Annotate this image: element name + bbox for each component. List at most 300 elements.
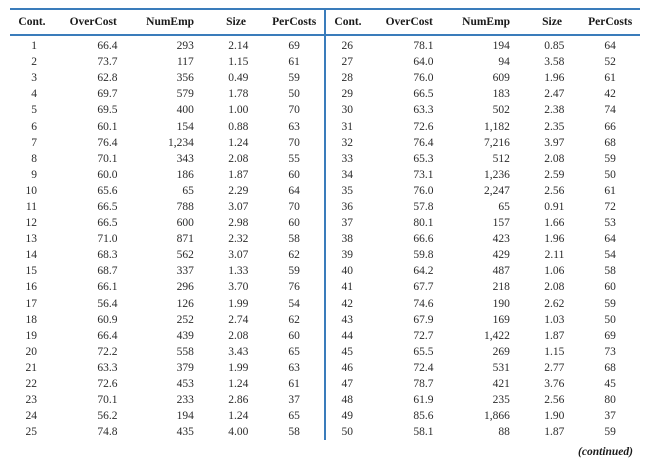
table-cell: 23 <box>25 394 37 407</box>
table-cell: 74 <box>604 104 616 117</box>
table-cell: 36 <box>341 200 353 213</box>
table-cell: 50 <box>341 426 353 439</box>
table-row <box>326 408 640 424</box>
table-cell: 38 <box>341 233 353 246</box>
table-cell: 50 <box>604 168 616 181</box>
table-cell: 69.7 <box>97 88 118 101</box>
table-cell: 1.24 <box>228 136 249 149</box>
table-cell: 20 <box>25 345 37 358</box>
table-cell: 1.66 <box>544 217 565 230</box>
table-cell: 27 <box>341 56 353 69</box>
table-cell: 66.4 <box>97 329 118 342</box>
table-row <box>326 296 640 312</box>
table-cell: 37 <box>604 410 616 423</box>
table-cell: 59.8 <box>413 249 434 262</box>
table-cell: 70.1 <box>97 152 118 165</box>
table-cell: 70.1 <box>97 394 118 407</box>
table-cell: 59 <box>604 426 616 439</box>
table-row <box>10 376 324 392</box>
table-row <box>10 296 324 312</box>
table-cell: 65 <box>288 410 300 423</box>
table-row <box>326 424 640 440</box>
table-cell: 26 <box>341 40 353 53</box>
table-cell: 3.58 <box>544 56 565 69</box>
table-cell: 4.00 <box>228 426 249 439</box>
table-cell: 64.0 <box>413 56 434 69</box>
table-cell: 66.6 <box>413 233 434 246</box>
table-cell: 60 <box>288 329 300 342</box>
table-cell: 42 <box>604 88 616 101</box>
table-cell: 2.08 <box>228 152 249 165</box>
table-cell: 186 <box>176 168 194 181</box>
table-cell: 34 <box>341 168 353 181</box>
table-cell: 72.6 <box>413 120 434 133</box>
table-cell: 65 <box>288 345 300 358</box>
table-cell: 50 <box>288 88 300 101</box>
table-cell: 9 <box>31 168 37 181</box>
table-cell: 42 <box>341 297 353 310</box>
table-cell: 400 <box>176 104 194 117</box>
table-cell: 269 <box>492 345 510 358</box>
table-cell: 63 <box>288 120 300 133</box>
table-cell: 76.4 <box>413 136 434 149</box>
table-cell: 64 <box>604 40 616 53</box>
table-cell: 66.4 <box>97 40 118 53</box>
table-cell: 66.5 <box>413 88 434 101</box>
table-row <box>10 247 324 263</box>
table-cell: 29 <box>341 88 353 101</box>
table-row <box>326 102 640 118</box>
table-cell: 2.11 <box>544 249 565 262</box>
column-header-overcost: OverCost <box>69 16 117 28</box>
table-row <box>10 263 324 279</box>
table-cell: 2.98 <box>228 217 249 230</box>
table-cell: 47 <box>341 378 353 391</box>
table-row <box>10 199 324 215</box>
table-cell: 11 <box>25 200 37 213</box>
table-cell: 45 <box>341 345 353 358</box>
table-cell: 21 <box>25 361 37 374</box>
table-cell: 66.5 <box>97 217 118 230</box>
table-cell: 63.3 <box>413 104 434 117</box>
table-cell: 60 <box>288 168 300 181</box>
table-cell: 1.24 <box>228 378 249 391</box>
table-cell: 435 <box>176 426 194 439</box>
table-cell: 59 <box>288 72 300 85</box>
table-cell: 67.7 <box>413 281 434 294</box>
table-cell: 70 <box>288 104 300 117</box>
table-cell: 2 <box>31 56 37 69</box>
table-row <box>10 183 324 199</box>
table-cell: 65 <box>498 200 510 213</box>
table-cell: 0.49 <box>228 72 249 85</box>
table-cell: 2.86 <box>228 394 249 407</box>
table-cell: 85.6 <box>413 410 434 423</box>
table-row <box>10 344 324 360</box>
table-cell: 31 <box>341 120 353 133</box>
table-half-left <box>10 8 324 440</box>
table-cell: 72.6 <box>97 378 118 391</box>
table-cell: 1.33 <box>228 265 249 278</box>
table-row <box>326 151 640 167</box>
table-cell: 78.7 <box>413 378 434 391</box>
table-row <box>10 392 324 408</box>
table-cell: 429 <box>492 249 510 262</box>
table-cell: 56.4 <box>97 297 118 310</box>
table-cell: 3 <box>31 72 37 85</box>
table-cell: 2.56 <box>544 394 565 407</box>
table-cell: 66.5 <box>97 200 118 213</box>
table-cell: 3.97 <box>544 136 565 149</box>
table-cell: 1.78 <box>228 88 249 101</box>
table-cell: 72 <box>604 200 616 213</box>
table-cell: 12 <box>25 217 37 230</box>
table-cell: 1,422 <box>483 329 510 342</box>
table-cell: 218 <box>492 281 510 294</box>
data-table <box>10 8 640 440</box>
table-cell: 54 <box>604 249 616 262</box>
table-cell: 1.03 <box>544 313 565 326</box>
table-row <box>326 360 640 376</box>
table-cell: 1.90 <box>544 410 565 423</box>
table-cell: 73.7 <box>97 56 118 69</box>
table-row <box>326 199 640 215</box>
table-cell: 19 <box>25 329 37 342</box>
table-cell: 194 <box>492 40 510 53</box>
table-row <box>326 376 640 392</box>
table-cell: 421 <box>492 378 510 391</box>
table-body-right <box>326 36 640 440</box>
table-cell: 60 <box>288 217 300 230</box>
table-cell: 59 <box>604 297 616 310</box>
table-row <box>326 86 640 102</box>
table-cell: 49 <box>341 410 353 423</box>
table-cell: 65.6 <box>97 184 118 197</box>
table-cell: 65.5 <box>413 345 434 358</box>
table-row <box>326 54 640 70</box>
table-cell: 68 <box>604 361 616 374</box>
table-cell: 33 <box>341 152 353 165</box>
table-cell: 50 <box>604 313 616 326</box>
table-cell: 65.3 <box>413 152 434 165</box>
table-cell: 59 <box>604 152 616 165</box>
column-header-cont: Cont. <box>334 16 362 28</box>
table-cell: 2.47 <box>544 88 565 101</box>
table-cell: 70 <box>288 136 300 149</box>
table-cell: 60 <box>604 281 616 294</box>
table-row <box>10 328 324 344</box>
table-cell: 183 <box>492 88 510 101</box>
table-cell: 512 <box>492 152 510 165</box>
table-row <box>10 279 324 295</box>
table-cell: 2.14 <box>228 40 249 53</box>
table-cell: 45 <box>604 378 616 391</box>
table-cell: 296 <box>176 281 194 294</box>
table-cell: 337 <box>176 265 194 278</box>
table-cell: 3.43 <box>228 345 249 358</box>
table-cell: 5 <box>31 104 37 117</box>
table-cell: 66.1 <box>97 281 118 294</box>
table-cell: 72.4 <box>413 361 434 374</box>
table-cell: 74.8 <box>97 426 118 439</box>
table-cell: 58 <box>288 233 300 246</box>
table-row <box>326 118 640 134</box>
table-cell: 57.8 <box>413 200 434 213</box>
table-row <box>326 247 640 263</box>
table-cell: 62 <box>288 313 300 326</box>
table-cell: 558 <box>176 345 194 358</box>
table-cell: 53 <box>604 217 616 230</box>
table-cell: 2.08 <box>228 329 249 342</box>
table-cell: 4 <box>31 88 37 101</box>
table-cell: 69.5 <box>97 104 118 117</box>
table-row <box>326 135 640 151</box>
table-cell: 10 <box>25 184 37 197</box>
table-cell: 16 <box>25 281 37 294</box>
table-cell: 69 <box>604 329 616 342</box>
table-row <box>326 231 640 247</box>
table-cell: 46 <box>341 361 353 374</box>
table-cell: 61 <box>288 378 300 391</box>
table-cell: 37 <box>341 217 353 230</box>
table-cell: 487 <box>492 265 510 278</box>
table-cell: 1.06 <box>544 265 565 278</box>
table-cell: 157 <box>492 217 510 230</box>
table-cell: 1,866 <box>483 410 510 423</box>
table-cell: 69 <box>288 40 300 53</box>
table-cell: 73.1 <box>413 168 434 181</box>
column-header-numemp: NumEmp <box>146 16 195 28</box>
table-cell: 1.15 <box>228 56 249 69</box>
table-cell: 2.74 <box>228 313 249 326</box>
table-cell: 94 <box>498 56 510 69</box>
table-row <box>10 231 324 247</box>
table-cell: 502 <box>492 104 510 117</box>
column-header-overcost: OverCost <box>385 16 433 28</box>
table-cell: 58 <box>288 426 300 439</box>
table-cell: 39 <box>341 249 353 262</box>
table-cell: 2.38 <box>544 104 565 117</box>
table-row <box>10 408 324 424</box>
column-header-cont: Cont. <box>18 16 46 28</box>
table-cell: 28 <box>341 72 353 85</box>
table-cell: 2.08 <box>544 152 565 165</box>
table-row <box>326 312 640 328</box>
table-cell: 1.87 <box>544 426 565 439</box>
table-cell: 7 <box>31 136 37 149</box>
table-cell: 0.91 <box>544 200 565 213</box>
table-row <box>326 328 640 344</box>
table-cell: 235 <box>492 394 510 407</box>
table-cell: 2.35 <box>544 120 565 133</box>
table-cell: 1.24 <box>228 410 249 423</box>
table-cell: 88 <box>498 426 510 439</box>
table-cell: 126 <box>176 297 194 310</box>
table-cell: 233 <box>176 394 194 407</box>
table-cell: 32 <box>341 136 353 149</box>
table-cell: 0.85 <box>544 40 565 53</box>
table-row <box>10 167 324 183</box>
table-cell: 56.2 <box>97 410 118 423</box>
column-header-percosts: PerCosts <box>272 16 317 28</box>
table-row <box>10 54 324 70</box>
table-cell: 14 <box>25 249 37 262</box>
table-row <box>326 344 640 360</box>
table-row <box>10 135 324 151</box>
table-halves <box>10 8 640 440</box>
table-cell: 80 <box>604 394 616 407</box>
table-cell: 3.70 <box>228 281 249 294</box>
table-row <box>326 215 640 231</box>
table-cell: 73 <box>604 345 616 358</box>
table-cell: 74.6 <box>413 297 434 310</box>
table-cell: 1.87 <box>544 329 565 342</box>
column-header-numemp: NumEmp <box>462 16 511 28</box>
table-cell: 13 <box>25 233 37 246</box>
table-cell: 43 <box>341 313 353 326</box>
table-body-left <box>10 36 324 440</box>
table-cell: 190 <box>492 297 510 310</box>
table-cell: 24 <box>25 410 37 423</box>
table-cell: 356 <box>176 72 194 85</box>
table-row <box>326 38 640 54</box>
table-header-left <box>10 8 324 36</box>
table-cell: 343 <box>176 152 194 165</box>
table-header-right <box>326 8 640 36</box>
table-cell: 562 <box>176 249 194 262</box>
table-cell: 70 <box>288 200 300 213</box>
table-cell: 8 <box>31 152 37 165</box>
table-cell: 17 <box>25 297 37 310</box>
table-cell: 3.76 <box>544 378 565 391</box>
table-row <box>10 360 324 376</box>
table-cell: 7,216 <box>483 136 510 149</box>
table-cell: 72.2 <box>97 345 118 358</box>
table-cell: 117 <box>176 56 194 69</box>
table-cell: 76 <box>288 281 300 294</box>
column-header-size: Size <box>226 16 246 28</box>
table-cell: 68.3 <box>97 249 118 262</box>
table-cell: 423 <box>492 233 510 246</box>
table-cell: 1,182 <box>483 120 510 133</box>
table-row <box>10 215 324 231</box>
table-cell: 35 <box>341 184 353 197</box>
table-cell: 66 <box>604 120 616 133</box>
table-cell: 72.7 <box>413 329 434 342</box>
table-cell: 37 <box>288 394 300 407</box>
table-cell: 2.77 <box>544 361 565 374</box>
table-cell: 2.29 <box>228 184 249 197</box>
table-cell: 48 <box>341 394 353 407</box>
table-cell: 64 <box>604 233 616 246</box>
table-row <box>10 151 324 167</box>
table-cell: 293 <box>176 40 194 53</box>
table-cell: 788 <box>176 200 194 213</box>
table-row <box>326 70 640 86</box>
table-cell: 59 <box>288 265 300 278</box>
table-cell: 61 <box>604 184 616 197</box>
table-cell: 65 <box>182 184 194 197</box>
table-cell: 67.9 <box>413 313 434 326</box>
table-row <box>326 263 640 279</box>
table-cell: 2.08 <box>544 281 565 294</box>
table-cell: 3.07 <box>228 200 249 213</box>
table-cell: 22 <box>25 378 37 391</box>
table-row <box>10 38 324 54</box>
table-cell: 61 <box>604 72 616 85</box>
table-cell: 52 <box>604 56 616 69</box>
table-cell: 1.96 <box>544 72 565 85</box>
table-cell: 379 <box>176 361 194 374</box>
table-cell: 76.0 <box>413 184 434 197</box>
table-cell: 58.1 <box>413 426 434 439</box>
table-cell: 2.32 <box>228 233 249 246</box>
column-header-size: Size <box>542 16 562 28</box>
table-cell: 78.1 <box>413 40 434 53</box>
table-cell: 60.0 <box>97 168 118 181</box>
table-cell: 3.07 <box>228 249 249 262</box>
table-row <box>10 70 324 86</box>
table-cell: 76.0 <box>413 72 434 85</box>
table-cell: 169 <box>492 313 510 326</box>
table-row <box>326 392 640 408</box>
table-cell: 62 <box>288 249 300 262</box>
table-cell: 609 <box>492 72 510 85</box>
table-cell: 1,236 <box>483 168 510 181</box>
table-cell: 60.1 <box>97 120 118 133</box>
table-cell: 1.99 <box>228 361 249 374</box>
table-half-right <box>324 8 640 440</box>
table-cell: 531 <box>492 361 510 374</box>
table-cell: 25 <box>25 426 37 439</box>
table-row <box>326 279 640 295</box>
table-cell: 63.3 <box>97 361 118 374</box>
table-cell: 55 <box>288 152 300 165</box>
table-cell: 2,247 <box>483 184 510 197</box>
table-cell: 18 <box>25 313 37 326</box>
column-header-percosts: PerCosts <box>588 16 633 28</box>
table-cell: 15 <box>25 265 37 278</box>
table-cell: 68 <box>604 136 616 149</box>
table-cell: 30 <box>341 104 353 117</box>
table-cell: 439 <box>176 329 194 342</box>
table-cell: 579 <box>176 88 194 101</box>
table-cell: 54 <box>288 297 300 310</box>
table-cell: 6 <box>31 120 37 133</box>
table-cell: 2.56 <box>544 184 565 197</box>
table-row <box>10 118 324 134</box>
table-cell: 1.96 <box>544 233 565 246</box>
table-cell: 58 <box>604 265 616 278</box>
table-cell: 71.0 <box>97 233 118 246</box>
table-cell: 40 <box>341 265 353 278</box>
table-row <box>326 167 640 183</box>
table-cell: 61 <box>288 56 300 69</box>
table-cell: 61.9 <box>413 394 434 407</box>
table-cell: 1.99 <box>228 297 249 310</box>
table-cell: 154 <box>176 120 194 133</box>
table-cell: 64.2 <box>413 265 434 278</box>
table-row <box>10 424 324 440</box>
table-cell: 60.9 <box>97 313 118 326</box>
table-cell: 0.88 <box>228 120 249 133</box>
table-cell: 252 <box>176 313 194 326</box>
table-cell: 63 <box>288 361 300 374</box>
table-cell: 44 <box>341 329 353 342</box>
table-cell: 2.62 <box>544 297 565 310</box>
table-cell: 194 <box>176 410 194 423</box>
table-cell: 1.15 <box>544 345 565 358</box>
